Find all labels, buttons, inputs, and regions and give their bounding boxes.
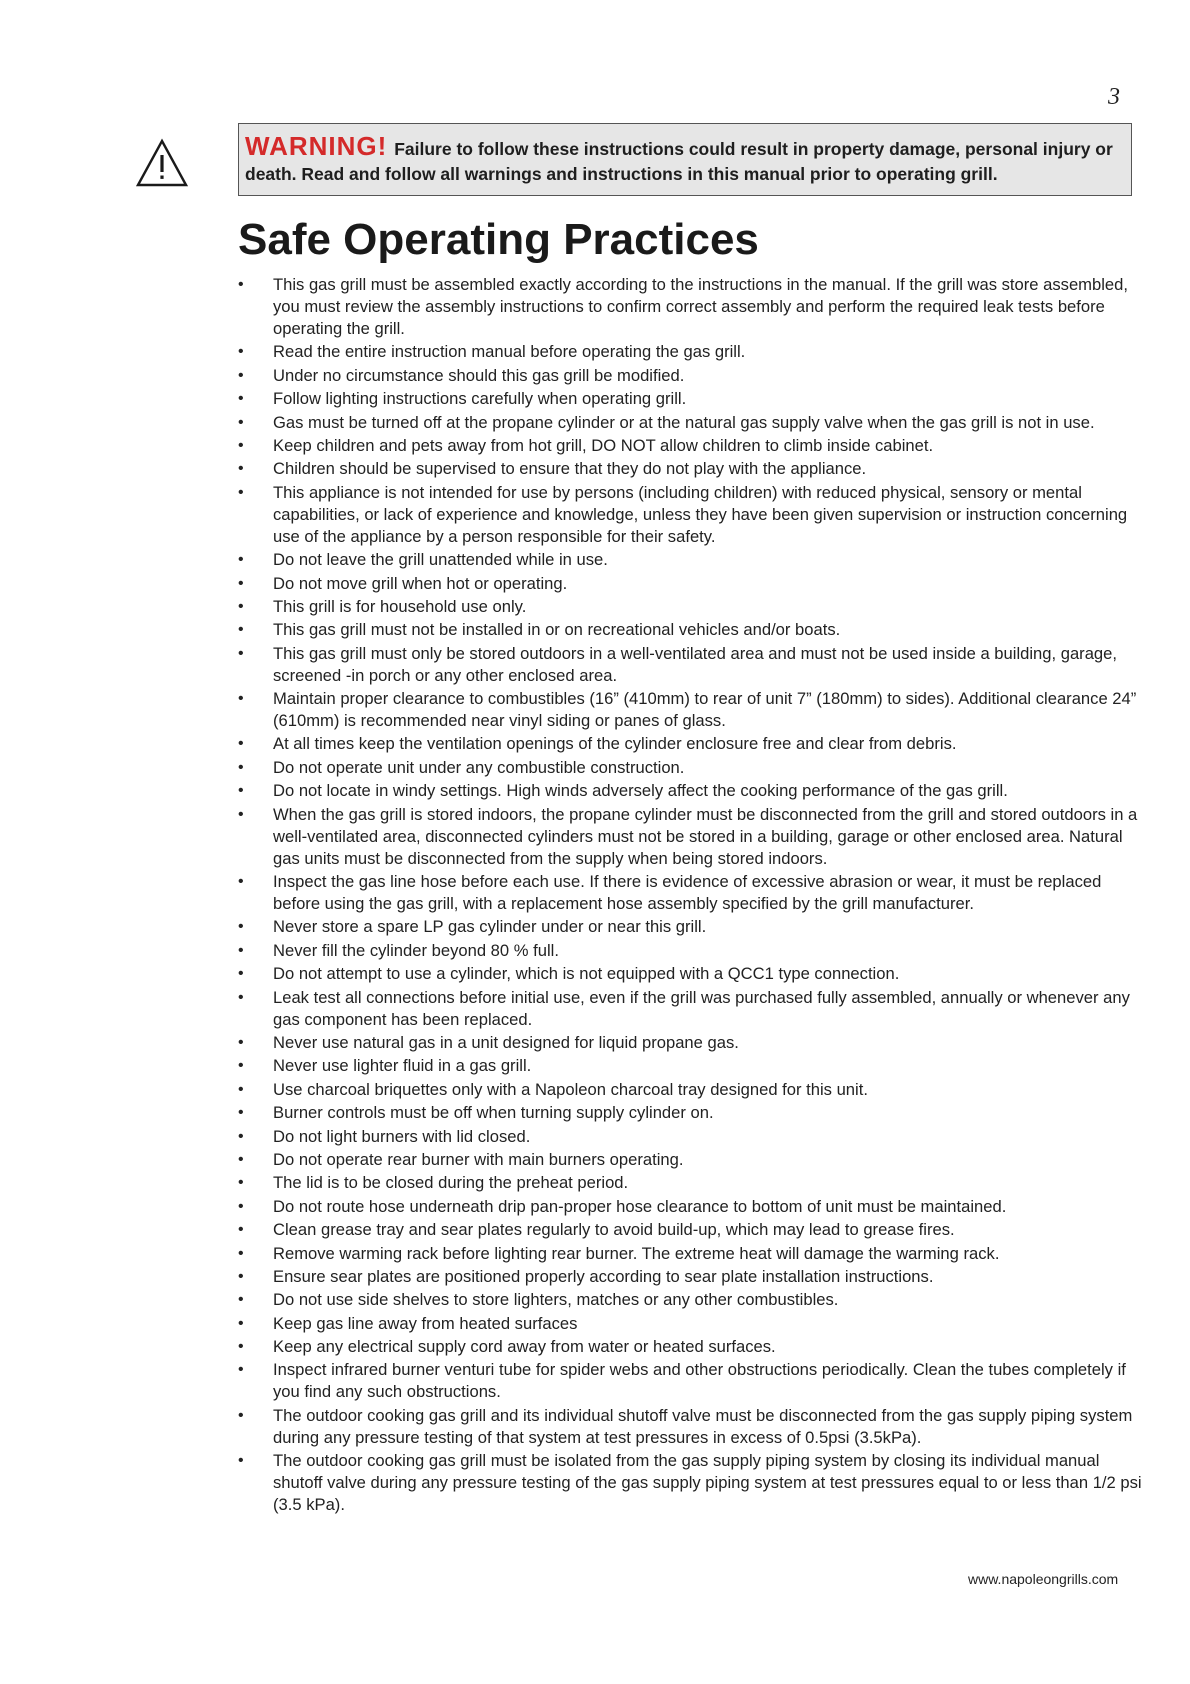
list-item — [236, 458, 1144, 480]
bullet-icon: • — [238, 690, 244, 708]
bullet-icon: • — [238, 390, 244, 408]
list-item — [236, 1266, 1144, 1288]
list-item — [236, 412, 1144, 434]
list-item — [236, 1219, 1144, 1241]
list-item-text: Do not move grill when hot or operating. — [273, 573, 568, 593]
list-item — [236, 804, 1144, 870]
bullet-icon: • — [238, 873, 244, 891]
list-item — [236, 757, 1144, 779]
bullet-icon: • — [238, 1033, 244, 1051]
bullet-icon: • — [238, 366, 244, 384]
bullet-icon: • — [238, 1197, 244, 1215]
list-item — [236, 549, 1144, 571]
list-item — [236, 1313, 1144, 1335]
bullet-icon: • — [238, 1314, 244, 1332]
list-item — [236, 733, 1144, 755]
list-item — [236, 388, 1144, 410]
bullet-icon: • — [238, 782, 244, 800]
warning-triangle-icon — [136, 138, 188, 188]
bullet-icon: • — [238, 758, 244, 776]
bullet-icon: • — [238, 1291, 244, 1309]
list-item-text: Leak test all connections before initial use, even if the grill was purchased fully assembled, annually or whenever any gas component has been replaced. — [273, 987, 1130, 1029]
list-item-text: Ensure sear plates are positioned properly according to sear plate installation instructions. — [273, 1266, 934, 1286]
warning-label: WARNING! — [245, 131, 388, 161]
bullet-icon: • — [238, 460, 244, 478]
bullet-icon: • — [238, 436, 244, 454]
list-item — [236, 1196, 1144, 1218]
list-item — [236, 1126, 1144, 1148]
list-item-text: Never use lighter fluid in a gas grill. — [273, 1056, 532, 1076]
list-item-text: Never store a spare LP gas cylinder under or near this grill. — [273, 917, 707, 937]
bullet-icon: • — [238, 965, 244, 983]
bullet-icon: • — [238, 551, 244, 569]
bullet-icon: • — [238, 735, 244, 753]
list-item — [236, 1149, 1144, 1171]
list-item-text: Do not operate unit under any combustible construction. — [273, 757, 685, 777]
bullet-icon: • — [238, 1221, 244, 1239]
list-item — [236, 780, 1144, 802]
bullet-icon: • — [238, 1174, 244, 1192]
safe-operating-practices-list — [236, 274, 1144, 1518]
bullet-icon: • — [238, 574, 244, 592]
warning-text: Failure to follow these instructions could result in property damage, personal injury or death. Read and follow all warnings and instructions in this manual prior to operating grill. — [245, 139, 1113, 184]
list-item — [236, 573, 1144, 595]
footer-website: www.napoleongrills.com — [968, 1571, 1119, 1587]
list-item-text: Follow lighting instructions carefully when operating grill. — [273, 389, 687, 409]
list-item-text: At all times keep the ventilation openings of the cylinder enclosure free and clear from debris. — [273, 734, 957, 754]
bullet-icon: • — [238, 1338, 244, 1356]
bullet-icon: • — [238, 621, 244, 639]
list-item — [236, 871, 1144, 915]
list-item — [236, 1289, 1144, 1311]
bullet-icon: • — [238, 276, 244, 293]
list-item-text: Do not leave the grill unattended while in use. — [273, 550, 608, 570]
list-item — [236, 341, 1144, 363]
list-item-text: This gas grill must not be installed in or on recreational vehicles and/or boats. — [273, 620, 841, 640]
list-item-text: This appliance is not intended for use by persons (including children) with reduced physical, sensory or mental capabilities, or lack of experience and knowledge, unless they have been given supervision or instruction concerning use of the appliance by a person responsible for their safety. — [273, 482, 1128, 546]
bullet-icon: • — [238, 644, 244, 662]
list-item-text: Never fill the cylinder beyond 80 % full. — [273, 940, 559, 960]
list-item-text: Keep children and pets away from hot grill, DO NOT allow children to climb inside cabinet. — [273, 435, 934, 455]
list-item — [236, 1405, 1144, 1449]
bullet-icon: • — [238, 1104, 244, 1122]
list-item — [236, 1032, 1144, 1054]
list-item-text: Use charcoal briquettes only with a Napoleon charcoal tray designed for this unit. — [273, 1079, 868, 1099]
list-item — [236, 987, 1144, 1031]
list-item-text: Clean grease tray and sear plates regularly to avoid build-up, which may lead to grease fires. — [273, 1220, 955, 1240]
list-item-text: Do not operate rear burner with main burners operating. — [273, 1149, 684, 1169]
bullet-icon: • — [238, 1244, 244, 1262]
list-item — [236, 1359, 1144, 1403]
list-item — [236, 1336, 1144, 1358]
bullet-icon: • — [238, 918, 244, 936]
list-item-text: Burner controls must be off when turning supply cylinder on. — [273, 1103, 714, 1123]
list-item-text: Gas must be turned off at the propane cylinder or at the natural gas supply valve when the gas grill is not in use. — [273, 412, 1095, 432]
bullet-icon: • — [238, 343, 244, 361]
list-item-text: Do not locate in windy settings. High winds adversely affect the cooking performance of the gas grill. — [273, 781, 1008, 801]
list-item — [236, 1243, 1144, 1265]
list-item-text: Remove warming rack before lighting rear burner. The extreme heat will damage the warming rack. — [273, 1243, 1000, 1263]
list-item-text: When the gas grill is stored indoors, the propane cylinder must be disconnected from the grill and stored outdoors in a well-ventilated area, disconnected cylinders must not be stored in a building, garage or other enclosed area. Natural gas units must be disconnected from the supply when being stored indoors. — [273, 804, 1138, 868]
list-item — [236, 1450, 1144, 1516]
list-item — [236, 1172, 1144, 1194]
list-item-text: The outdoor cooking gas grill must be isolated from the gas supply piping system by closing its individual manual shutoff valve during any pressure testing of the gas supply piping system at test pressures equal to or less than 1/2 psi (3.5 kPa). — [273, 1451, 1142, 1515]
list-item — [236, 916, 1144, 938]
list-item-text: Inspect infrared burner venturi tube for spider webs and other obstructions periodically. Clean the tubes completely if you find any such obstructions. — [273, 1360, 1126, 1402]
page-title: Safe Operating Practices — [238, 215, 759, 264]
list-item-text: Inspect the gas line hose before each use. If there is evidence of excessive abrasion or wear, it must be replaced before using the gas grill, with a replacement hose assembly specified by the grill manufacturer. — [273, 872, 1102, 914]
list-item-text: Maintain proper clearance to combustibles (16” (410mm) to rear of unit 7” (180mm) to sides). Additional clearance 24” (610mm) is recommended near vinyl siding or panes of glass. — [273, 689, 1137, 731]
bullet-icon: • — [238, 988, 244, 1006]
bullet-icon: • — [238, 1057, 244, 1075]
list-item — [236, 482, 1144, 548]
list-item-text: Do not light burners with lid closed. — [273, 1126, 531, 1146]
list-item-text: Do not route hose underneath drip pan-proper hose clearance to bottom of unit must be maintained. — [273, 1196, 1007, 1216]
list-item — [236, 1055, 1144, 1077]
list-item — [236, 1079, 1144, 1101]
list-item — [236, 365, 1144, 387]
bullet-icon: • — [238, 1150, 244, 1168]
list-item — [236, 619, 1144, 641]
list-item-text: Keep gas line away from heated surfaces — [273, 1313, 578, 1333]
list-item-text: Children should be supervised to ensure that they do not play with the appliance. — [273, 459, 867, 479]
bullet-icon: • — [238, 413, 244, 431]
list-item — [236, 435, 1144, 457]
list-item-text: Do not use side shelves to store lighters, matches or any other combustibles. — [273, 1290, 839, 1310]
bullet-icon: • — [238, 597, 244, 615]
page-number: 3 — [1108, 84, 1120, 110]
warning-box — [238, 123, 1132, 196]
list-item — [236, 688, 1144, 732]
bullet-icon: • — [238, 483, 244, 501]
list-item — [236, 643, 1144, 687]
list-item-text: This gas grill must be assembled exactly according to the instructions in the manual. If the grill was store assembled, you must review the assembly instructions to confirm correct assembly and perform the required leak tests before operating the grill. — [273, 275, 1128, 338]
bullet-icon: • — [238, 805, 244, 823]
list-item — [236, 940, 1144, 962]
list-item-text: Never use natural gas in a unit designed for liquid propane gas. — [273, 1032, 739, 1052]
list-item — [236, 1102, 1144, 1124]
list-item-text: The outdoor cooking gas grill and its individual shutoff valve must be disconnected from the gas supply piping system during any pressure testing of that system at test pressures in excess of 0.5psi (3.5kPa). — [273, 1405, 1133, 1447]
list-item-text: Read the entire instruction manual before operating the gas grill. — [273, 342, 746, 362]
bullet-icon: • — [238, 941, 244, 959]
list-item-text: Under no circumstance should this gas grill be modified. — [273, 365, 685, 385]
list-item — [236, 596, 1144, 618]
bullet-icon: • — [238, 1127, 244, 1145]
bullet-icon: • — [238, 1361, 244, 1379]
bullet-icon: • — [238, 1452, 244, 1470]
bullet-icon: • — [238, 1267, 244, 1285]
list-item-text: Keep any electrical supply cord away from water or heated surfaces. — [273, 1337, 776, 1357]
list-item-text: This grill is for household use only. — [273, 596, 527, 616]
list-item-text: This gas grill must only be stored outdoors in a well-ventilated area and must not be used inside a building, garage, screened -in porch or any other enclosed area. — [273, 643, 1118, 685]
bullet-icon: • — [238, 1406, 244, 1424]
list-item-text: Do not attempt to use a cylinder, which is not equipped with a QCC1 type connection. — [273, 964, 900, 984]
list-item-text: The lid is to be closed during the preheat period. — [273, 1173, 629, 1193]
list-item — [236, 274, 1144, 340]
list-item — [236, 963, 1144, 985]
bullet-icon: • — [238, 1080, 244, 1098]
